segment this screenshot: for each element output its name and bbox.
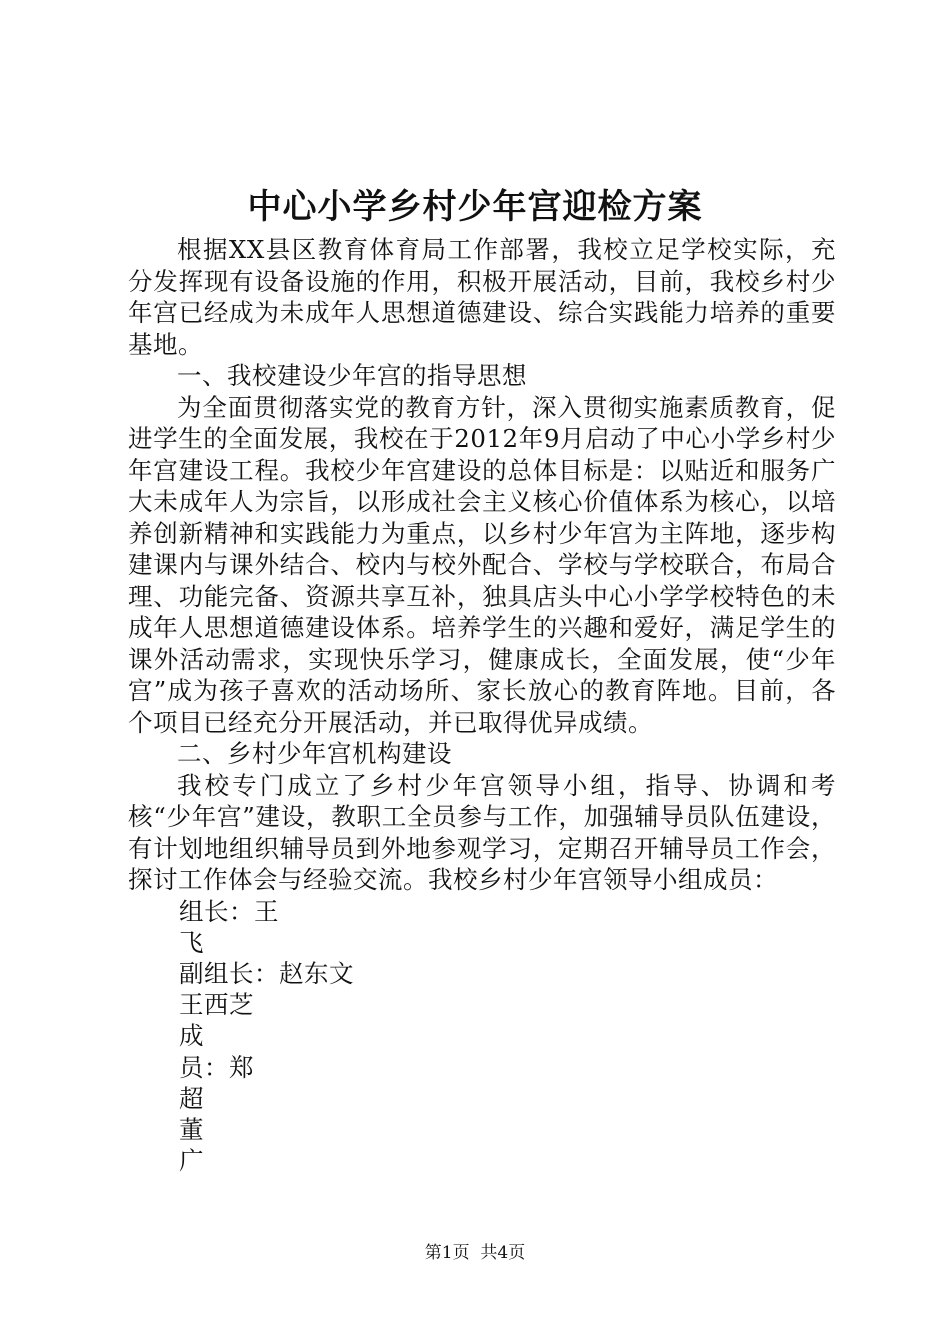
member-line: 王西芝 <box>179 990 254 1020</box>
member-line: 超 <box>179 1083 204 1113</box>
member-line: 副组长：赵东文 <box>179 958 354 988</box>
member-line: 董 <box>179 1114 204 1144</box>
section-heading-1: 一、我校建设少年宫的指导思想 <box>177 361 527 390</box>
member-line: 飞 <box>179 927 204 957</box>
member-line: 成 <box>179 1021 204 1051</box>
member-line: 员：郑 <box>179 1052 254 1082</box>
document-body <box>128 234 836 1176</box>
section-2-paragraph: 我校专门成立了乡村少年宫领导小组，指导、协调和考核“少年宫”建设，教职工全员参与工作，加强辅导员队伍建设，有计划地组织辅导员到外地参观学习，定期召开辅导员工作会，探讨工作体会与经验交流。我校乡村少年宫领导小组成员： <box>128 770 836 894</box>
member-line: 广 <box>179 1146 204 1176</box>
intro-paragraph: 根据XX县区教育体育局工作部署，我校立足学校实际，充分发挥现有设备设施的作用，积极开展活动，目前，我校乡村少年宫已经成为未成年人思想道德建设、综合实践能力培养的重要基地。 <box>128 235 836 359</box>
document-title: 中心小学乡村少年宫迎检方案 <box>247 187 703 227</box>
page-footer <box>0 1242 950 1264</box>
section-heading-2: 二、乡村少年宫机构建设 <box>177 739 452 768</box>
member-line: 组长：王 <box>179 896 279 926</box>
member-list <box>128 896 836 1177</box>
page-total: 共4页 <box>480 1243 526 1263</box>
page-number: 第1页 <box>424 1243 470 1263</box>
section-1-paragraph: 为全面贯彻落实党的教育方针，深入贯彻实施素质教育，促进学生的全面发展，我校在于2012年9月启动了中心小学乡村少年宫建设工程。我校少年宫建设的总体目标是：以贴近和服务广大未成年人为宗旨，以形成社会主义核心价值体系为核心，以培养创新精神和实践能力为重点，以乡村少年宫为主阵地，逐步构建课内与课外结合、校内与校外配合、学校与学校联合，布局合理、功能完备、资源共享互补，独具店头中心小学学校特色的未成年人思想道德建设体系。培养学生的兴趣和爱好，满足学生的课外活动需求，实现快乐学习，健康成长，全面发展，使“少年宫”成为孩子喜欢的活动场所、家长放心的教育阵地。目前，各个项目已经充分开展活动，并已取得优异成绩。 <box>128 392 836 737</box>
